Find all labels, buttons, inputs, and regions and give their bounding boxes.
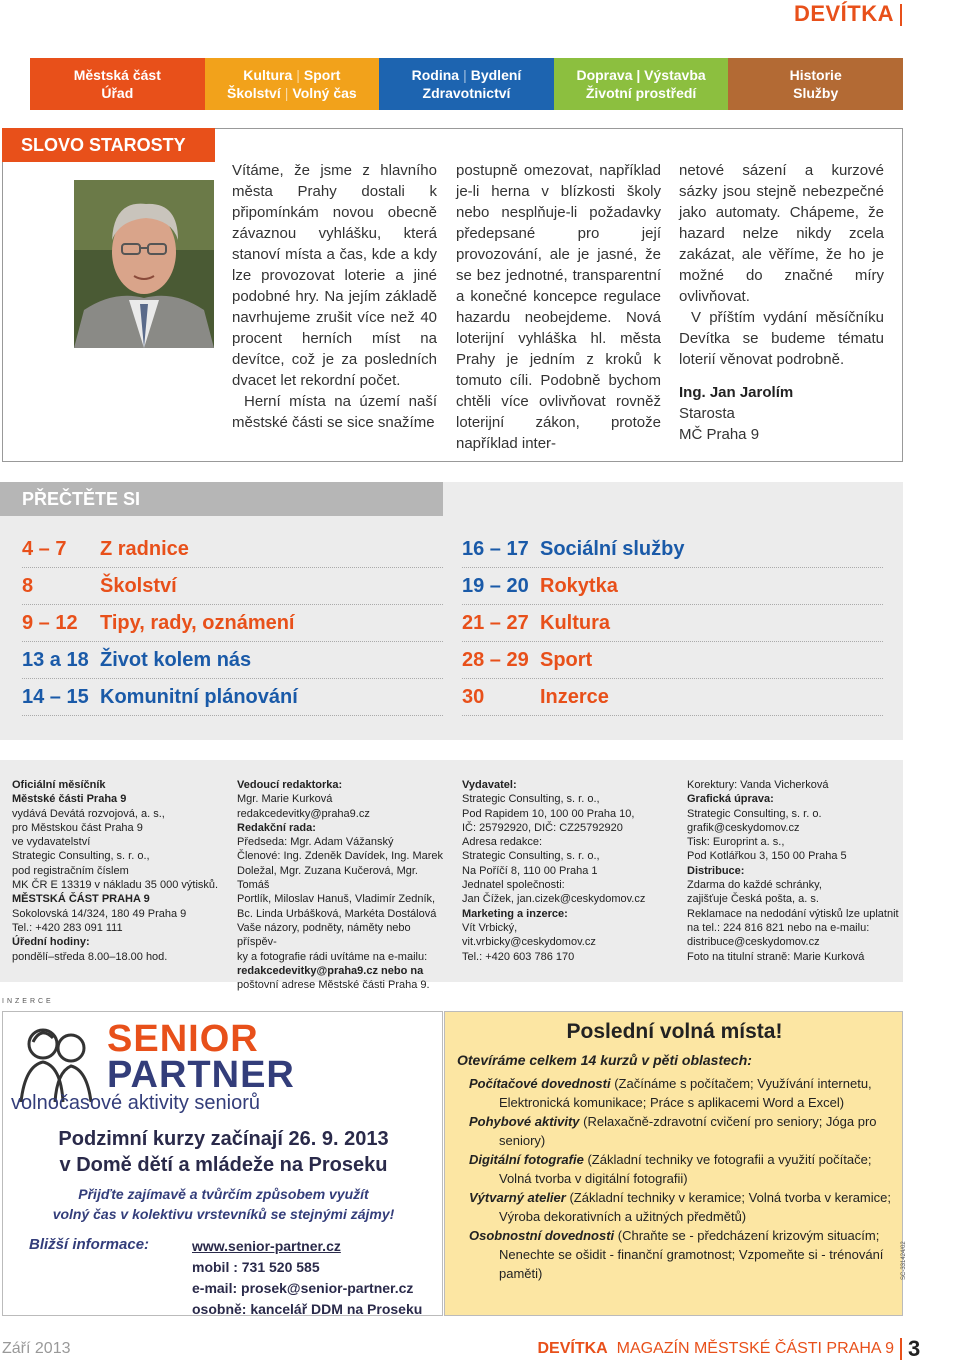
imp-line: Portlík, Miloslav Hanuš, Vladimír Zedník, — [237, 893, 436, 906]
toc-page: 13 a 18 — [22, 648, 89, 671]
impressum-column-4 — [687, 778, 902, 964]
info-label: Bližší informace: — [29, 1236, 150, 1253]
editorial-column-3 — [679, 160, 884, 445]
course-item — [469, 1074, 897, 1112]
impressum-column-1 — [12, 778, 227, 964]
course-name: Osobnostní dovednosti — [469, 1228, 615, 1243]
imp-line[interactable]: vit.vrbicky@ceskydomov.cz — [462, 936, 596, 949]
imp-line: Zdarma do každé schránky, — [687, 879, 822, 892]
imp-line: Grafická úprava: — [687, 793, 774, 806]
imp-line: Strategic Consulting, s. r. o., — [462, 850, 600, 863]
toc-item[interactable] — [462, 679, 883, 716]
toc-title: Z radnice — [100, 537, 189, 560]
advert-label: INZERCE — [2, 998, 54, 1005]
toc-page: 16 – 17 — [462, 537, 529, 560]
toc-page: 9 – 12 — [22, 611, 78, 634]
imp-line: Tel.: +420 283 091 111 — [12, 921, 123, 934]
course-desc: (Základní techniky v keramice; Volná tvorba v keramice; Výroba dekorativních a užitných předmětů) — [499, 1190, 891, 1224]
toc-item[interactable] — [22, 642, 443, 679]
imp-line: Foto na titulní straně: Marie Kurková — [687, 950, 865, 963]
advert-headline-2: v Domě dětí a mládeže na Proseku — [59, 1154, 388, 1176]
nav-historie[interactable] — [728, 58, 903, 110]
nav-label-2: Úřad — [101, 85, 134, 101]
advert-courses[interactable] — [444, 1011, 903, 1316]
nav-rodina[interactable] — [379, 58, 554, 110]
nav-doprava[interactable] — [554, 58, 729, 110]
signature-role: Starosta — [679, 405, 735, 422]
nav-mestska-cast[interactable] — [30, 58, 205, 110]
nav-kultura[interactable] — [205, 58, 380, 110]
signature — [679, 382, 884, 445]
advert-courses-subtitle: Otevíráme celkem 14 kurzů v pěti oblastech: — [457, 1052, 752, 1068]
section-nav — [30, 58, 903, 110]
imp-line: Marketing a inzerce: — [462, 907, 568, 920]
editorial-paragraph: postupně omezovat, například je-li herna v blízkosti školy nebo nesplňuje-li požadavky předepsané pro její provozování, ale je jasné, že se bez jednotné, transparentní a konečné koncepce regulace hazardu neobejdeme. Nová loterijní vyhláška hl. města Prahy je jedním z kroků k tomuto cíli. Podobně bychom chtěli více ovlivňovat rovněž loterijní zákon, protože například inter- — [456, 162, 661, 452]
editorial-column-1 — [232, 160, 437, 433]
contact-line: osobně: kancelář DDM na Proseku — [192, 1301, 423, 1317]
imp-line: Vedoucí redaktorka: — [237, 779, 343, 791]
nav-label-1b: Bydlení — [470, 67, 522, 83]
imp-line: Na Poříčí 8, 110 00 Praha 1 — [462, 864, 598, 877]
imp-line: IČ: 25792920, DIČ: CZ25792920 — [462, 821, 623, 834]
toc-item[interactable] — [22, 679, 443, 716]
imp-line: Tisk: Europrint a. s., — [687, 836, 785, 849]
imp-line: pro Městskou část Praha 9 — [12, 821, 143, 834]
imp-line: Reklamace na nedodání výtisků lze uplatnit — [687, 907, 899, 920]
toc-title: Tipy, rady, oznámení — [100, 611, 295, 634]
imp-line: Jednatel společnosti: — [462, 879, 565, 892]
course-item — [469, 1112, 897, 1150]
imp-line: Oficiální měsíčník — [12, 779, 106, 791]
portrait-illustration — [74, 180, 214, 348]
course-desc: (Relaxačně-zdravotní cvičení pro seniory; Jóga pro seniory) — [499, 1114, 877, 1148]
imp-line[interactable]: distribuce@ceskydomov.cz — [687, 936, 820, 949]
advert-headline-1: Podzimní kurzy začínají 26. 9. 2013 — [58, 1128, 389, 1150]
nav-label-2: Služby — [793, 85, 839, 101]
imp-line: Korektury: Vanda Vicherková — [687, 779, 829, 791]
advert-senior-partner[interactable] — [2, 1011, 443, 1316]
impressum-column-3 — [462, 778, 677, 964]
toc-title: Školství — [100, 574, 177, 597]
imp-line: Městské části Praha 9 — [12, 793, 127, 806]
email-line[interactable]: e-mail: prosek@senior-partner.cz — [192, 1280, 414, 1296]
logo-senior: SENIOR — [107, 1018, 259, 1060]
imp-line: Předseda: Mgr. Adam Vážanský — [237, 836, 394, 849]
issue-date: Září 2013 — [2, 1340, 71, 1357]
imp-line: Vít Vrbický, — [462, 921, 518, 934]
nav-label-1: Rodina | Bydlení — [411, 67, 522, 83]
imp-line: Vaše názory, podněty, náměty nebo příspěv- — [237, 921, 411, 949]
toc-title: Život kolem nás — [100, 648, 252, 671]
imp-line: Strategic Consulting, s. r. o., — [462, 793, 600, 806]
course-name: Počítačové dovednosti — [469, 1076, 611, 1091]
course-desc: (Chraňte se - předcházení krizovým situacím; Nenechte se ošidit - finanční gramotnost; Vzpomeňte si - trénování paměti) — [499, 1228, 884, 1281]
imp-line: zajišťuje Česká pošta, a. s. — [687, 893, 819, 906]
imp-line[interactable]: grafik@ceskydomov.cz — [687, 821, 800, 834]
imp-line: Úřední hodiny: — [12, 936, 90, 949]
toc-item[interactable] — [462, 531, 883, 568]
website-link[interactable]: www.senior-partner.cz — [192, 1238, 341, 1254]
toc-title: Komunitní plánování — [100, 685, 298, 708]
course-desc: (Základní techniky ve fotografii a využití počítače; Volná tvorba v digitální fotografii) — [499, 1152, 872, 1186]
magazine-subtitle: MAGAZÍN MĚSTSKÉ ČÁSTI PRAHA 9 — [616, 1340, 894, 1357]
nav-label-1: Kultura | Sport — [243, 67, 341, 83]
toc-item[interactable] — [22, 531, 443, 568]
nav-label-2: Zdravotnictví — [422, 85, 511, 101]
toc-title: Rokytka — [540, 574, 618, 597]
signature-name: Ing. Jan Jarolím — [679, 384, 794, 401]
toc-title: Sport — [540, 648, 593, 671]
nav-label-1: Historie — [789, 67, 842, 83]
logo-partner: PARTNER — [107, 1054, 295, 1096]
brand-divider — [900, 4, 902, 26]
imp-line: Strategic Consulting, s. r. o., — [12, 850, 150, 863]
toc-page: 28 – 29 — [462, 648, 529, 671]
imp-line: na tel.: 224 816 821 nebo na e-mailu: — [687, 921, 870, 934]
signature-org: MČ Praha 9 — [679, 426, 760, 443]
imp-line: Adresa redakce: — [462, 836, 543, 849]
imp-line: Doležal, Mgr. Zuzana Kučerová, Mgr. Tomáš — [237, 864, 418, 892]
course-item — [469, 1226, 897, 1283]
course-name: Digitální fotografie — [469, 1152, 584, 1167]
course-item — [469, 1188, 897, 1226]
footer-divider — [900, 1338, 902, 1360]
imp-line: Distribuce: — [687, 864, 745, 877]
nav-label-2b: Volný čas — [292, 85, 357, 101]
imp-line: Členové: Ing. Zdeněk Davídek, Ing. Marek — [237, 850, 444, 863]
course-item — [469, 1150, 897, 1188]
nav-label-2: Životní prostředí — [585, 85, 697, 101]
nav-label-1: Doprava | Výstavba — [576, 67, 706, 83]
section-tag-prectete-si: PŘEČTĚTE SI — [0, 482, 443, 516]
imp-line: Vydavatel: — [462, 779, 517, 791]
toc-item[interactable] — [22, 605, 443, 642]
toc-page: 21 – 27 — [462, 611, 529, 634]
imp-line: vydává Devátá rozvojová, a. s., — [12, 807, 165, 820]
editorial-paragraph: netové sázení a kurzové sázky jsou stejně nebezpečné jako automaty. Chápeme, že hazard nelze nikdy zcela zakázat, ale věříme, že ho je možné do značné míry ovlivňovat. — [679, 162, 884, 305]
imp-line: MĚSTSKÁ ČÁST PRAHA 9 — [12, 893, 150, 906]
editorial-paragraph: Herní místa na území naší městské části se sice snažíme — [232, 393, 437, 431]
logo-subtitle: volnočasové aktivity seniorů — [11, 1092, 261, 1114]
toc-title: Sociální služby — [540, 537, 685, 560]
imp-line: Mgr. Marie Kurková — [237, 793, 333, 806]
imp-line: Sokolovská 14/324, 180 49 Praha 9 — [12, 907, 187, 920]
editorial-column-2 — [456, 160, 661, 454]
toc-item[interactable] — [462, 642, 883, 679]
mobile-number: mobil : 731 520 585 — [192, 1259, 320, 1275]
imp-line[interactable]: redakcedevitky@praha9.cz — [237, 807, 370, 820]
imp-line: Tel.: +420 603 786 170 — [462, 950, 575, 963]
imp-line: pod registračním číslem — [12, 864, 129, 877]
nav-label-1a: Rodina — [411, 67, 460, 83]
brand-title: DEVÍTKA — [793, 1, 894, 26]
toc-page: 30 — [462, 685, 485, 708]
toc-item[interactable] — [462, 568, 883, 605]
imp-line: poštovní adrese Městské části Praha 9. — [237, 979, 430, 992]
imp-line: Redakční rada: — [237, 821, 316, 834]
advert-courses-title: Poslední volná místa! — [566, 1020, 783, 1043]
toc-title: Inzerce — [540, 685, 609, 708]
imp-line: Bc. Linda Urbášková, Markéta Dostálová — [237, 907, 437, 920]
page-number: 3 — [908, 1336, 921, 1361]
toc-page: 19 – 20 — [462, 574, 529, 597]
imp-line[interactable]: Jan Čížek, jan.cizek@ceskydomov.cz — [462, 893, 646, 906]
magazine-brand: DEVÍTKA — [537, 1340, 608, 1357]
nav-label-2: Školství | Volný čas — [227, 85, 357, 101]
advert-invite-1: Přijďte zajímavě a tvůrčím způsobem využít — [78, 1186, 369, 1202]
toc-page: 8 — [22, 574, 34, 597]
imp-line: MK ČR E 13319 v nákladu 35 000 výtisků. — [12, 879, 219, 892]
toc-item[interactable] — [462, 605, 883, 642]
nav-label-1b: Sport — [303, 67, 341, 83]
toc-page: 14 – 15 — [22, 685, 89, 708]
imp-line: Strategic Consulting, s. r. o. — [687, 807, 822, 820]
mayor-portrait — [74, 180, 214, 348]
editorial-paragraph: Vítáme, že jsme z hlavního města Prahy dostali k připomínkám novou obecně závaznou vyhlášku, která stanoví místa a čas, kde a kdy lze provozovat loterie a jiné podobné hry. Na jejím základě navrhujeme zrušit více než 40 procent herních míst na devítce, což je za posledních dvacet let rekordní počet. — [232, 162, 437, 389]
advert-invite-2: volný čas v kolektivu vrstevníků se stejnými zájmy! — [52, 1206, 395, 1222]
magazine-name — [537, 1340, 894, 1358]
nav-label-2a: Školství — [227, 85, 281, 101]
advert-code: SC-331424/02 — [901, 1241, 907, 1280]
imp-line[interactable]: redakcedevitky@praha9.cz nebo na — [237, 964, 424, 977]
course-desc: (Začínáme s počítačem; Využívání internetu, Elektronická komunikace; Práce s aplikacemi Word a Excel) — [499, 1076, 872, 1110]
imp-line: pondělí–středa 8.00–18.00 hod. — [12, 950, 168, 963]
imp-line: ky a fotografie rádi uvítáme na e-mailu: — [237, 950, 428, 963]
section-tag-slovo-starosty: SLOVO STAROSTY — [2, 128, 215, 162]
course-name: Výtvarný atelier — [469, 1190, 566, 1205]
editorial-paragraph: V příštím vydání měsíčníku Devítka se budeme tématu loterií věnovat podrobně. — [679, 309, 884, 368]
course-name: Pohybové aktivity — [469, 1114, 580, 1129]
nav-label-1a: Kultura — [243, 67, 293, 83]
toc-item[interactable] — [22, 568, 443, 605]
impressum-column-2 — [237, 778, 452, 992]
toc-title: Kultura — [540, 611, 610, 634]
imp-line: ve vydavatelství — [12, 836, 91, 849]
nav-label-1: Městská část — [73, 67, 161, 83]
imp-line: Pod Kotlářkou 3, 150 00 Praha 5 — [687, 850, 847, 863]
toc-page: 4 – 7 — [22, 537, 67, 560]
imp-line: Pod Rapidem 10, 100 00 Praha 10, — [462, 807, 635, 820]
